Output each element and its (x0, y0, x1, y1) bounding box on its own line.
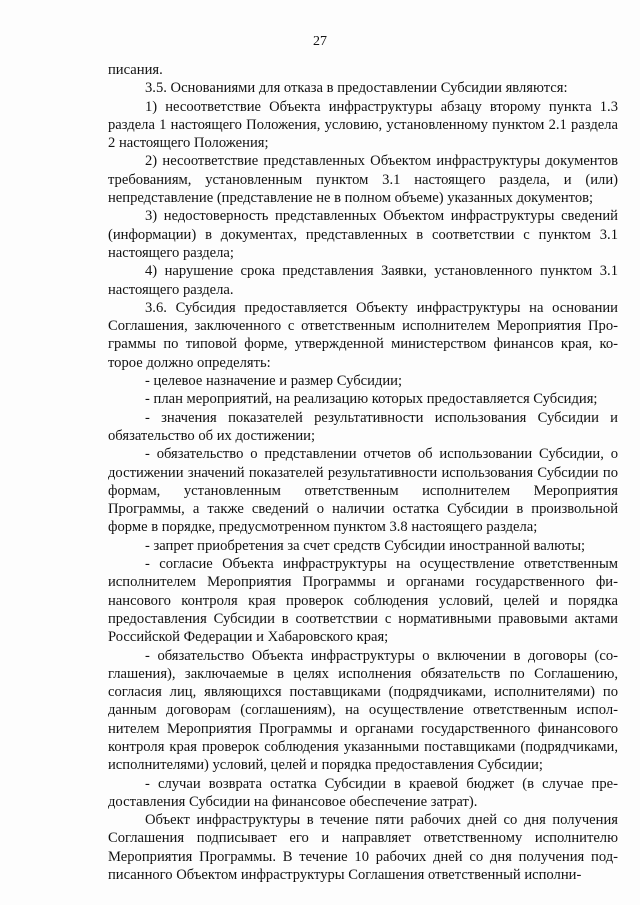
list-item-purpose-and-size: - целевое назначение и размер Субсидии; (145, 373, 403, 390)
paragraph-3-5-item-1: 1) несоответствие Объекта инфраструктуры абзацу второму пункта 1.3 раздела 1 настоящего Положения, условию, установленному пунктом 2.1 раздела 2 настоящего Положения; (108, 98, 618, 152)
paragraph-3-5-item-4: 4) нарушение срока представления Заявки, установленного пунктом 3.1 настоящего раздела. (108, 263, 618, 298)
paragraph-3-6-heading: 3.6. Субсидия предоставляется Объекту инфраструктуры на основании Соглашения, заключенного с ответственным исполнителем Мероприятия Программы по типовой форме, утвержденной министерством финансов края, которое должно определять: (108, 299, 618, 371)
list-item-performance-indicators: - значения показателей результативности использования Субсидии и обязательство об их достижении; (108, 409, 618, 444)
paragraph-3-5-heading: 3.5. Основаниями для отказа в предоставлении Субсидии являются: (145, 80, 568, 97)
list-item-activity-plan: - план мероприятий, на реализацию которых предоставляется Субсидия; (145, 391, 598, 408)
list-item-return-cases: - случаи возврата остатка Субсидии в краевой бюджет (в случае предоставления Субсидии на финансовое обеспечение затрат). (108, 775, 618, 810)
document-body (108, 61, 618, 884)
paragraph-3-5-item-3: 3) недостоверность представленных Объектом инфраструктуры сведений (информации) в документах, представленных в соответствии с пунктом 3.1 настоящего раздела; (108, 208, 618, 261)
list-item-inspection-consent: - согласие Объекта инфраструктуры на осуществление ответственным исполнителем Мероприятия Программы и органами государственного финансового контроля края проверок соблюдения условий, целей и порядка предоставления Субсидии в соответствии с нормативными правовыми актами Российской Федерации и Хабаровского края; (108, 556, 618, 646)
list-item-foreign-currency-ban: - запрет приобретения за счет средств Субсидии иностранной валюты; (145, 537, 586, 554)
list-item-contract-inclusion-obligation: - обязательство Объекта инфраструктуры о включении в договоры (соглашения), заключаемые в целях исполнения обязательств по Соглашению, согласия лиц, являющихся поставщиками (подрядчиками, исполнителями) по данным договорам (соглашениям), на осуществление ответственным исполнителем Мероприятия Программы и органами государственного финансового контроля края проверок соблюдения указанными поставщиками (подрядчиками, исполнителями) условий, целей и порядка предоставления Субсидии; (108, 647, 618, 774)
paragraph-agreement-signing: Объект инфраструктуры в течение пяти рабочих дней со дня получения Соглашения подписывает его и направляет ответственному исполнителю Мероприятия Программы. В течение 10 рабочих дней со дня получения подписанного Объектом инфраструктуры Соглашения ответственный исполни- (108, 812, 618, 884)
list-item-reporting-obligation: - обязательство о представлении отчетов об использовании Субсидии, о достижении значений показателей результативности использования Субсидии по формам, установленным ответственным исполнителем Мероприятия Программы, а также сведений о наличии остатка Субсидии в произвольной форме в порядке, предусмотренном пунктом 3.8 настоящего раздела; (108, 446, 618, 536)
paragraph-continuation: писания. (108, 62, 163, 78)
page-number: 27 (313, 34, 327, 49)
paragraph-3-5-item-2: 2) несоответствие представленных Объектом инфраструктуры документов требованиям, установленным пунктом 3.1 настоящего раздела, и (или) непредставление (представление не в полном объеме) указанных документов; (108, 153, 618, 207)
